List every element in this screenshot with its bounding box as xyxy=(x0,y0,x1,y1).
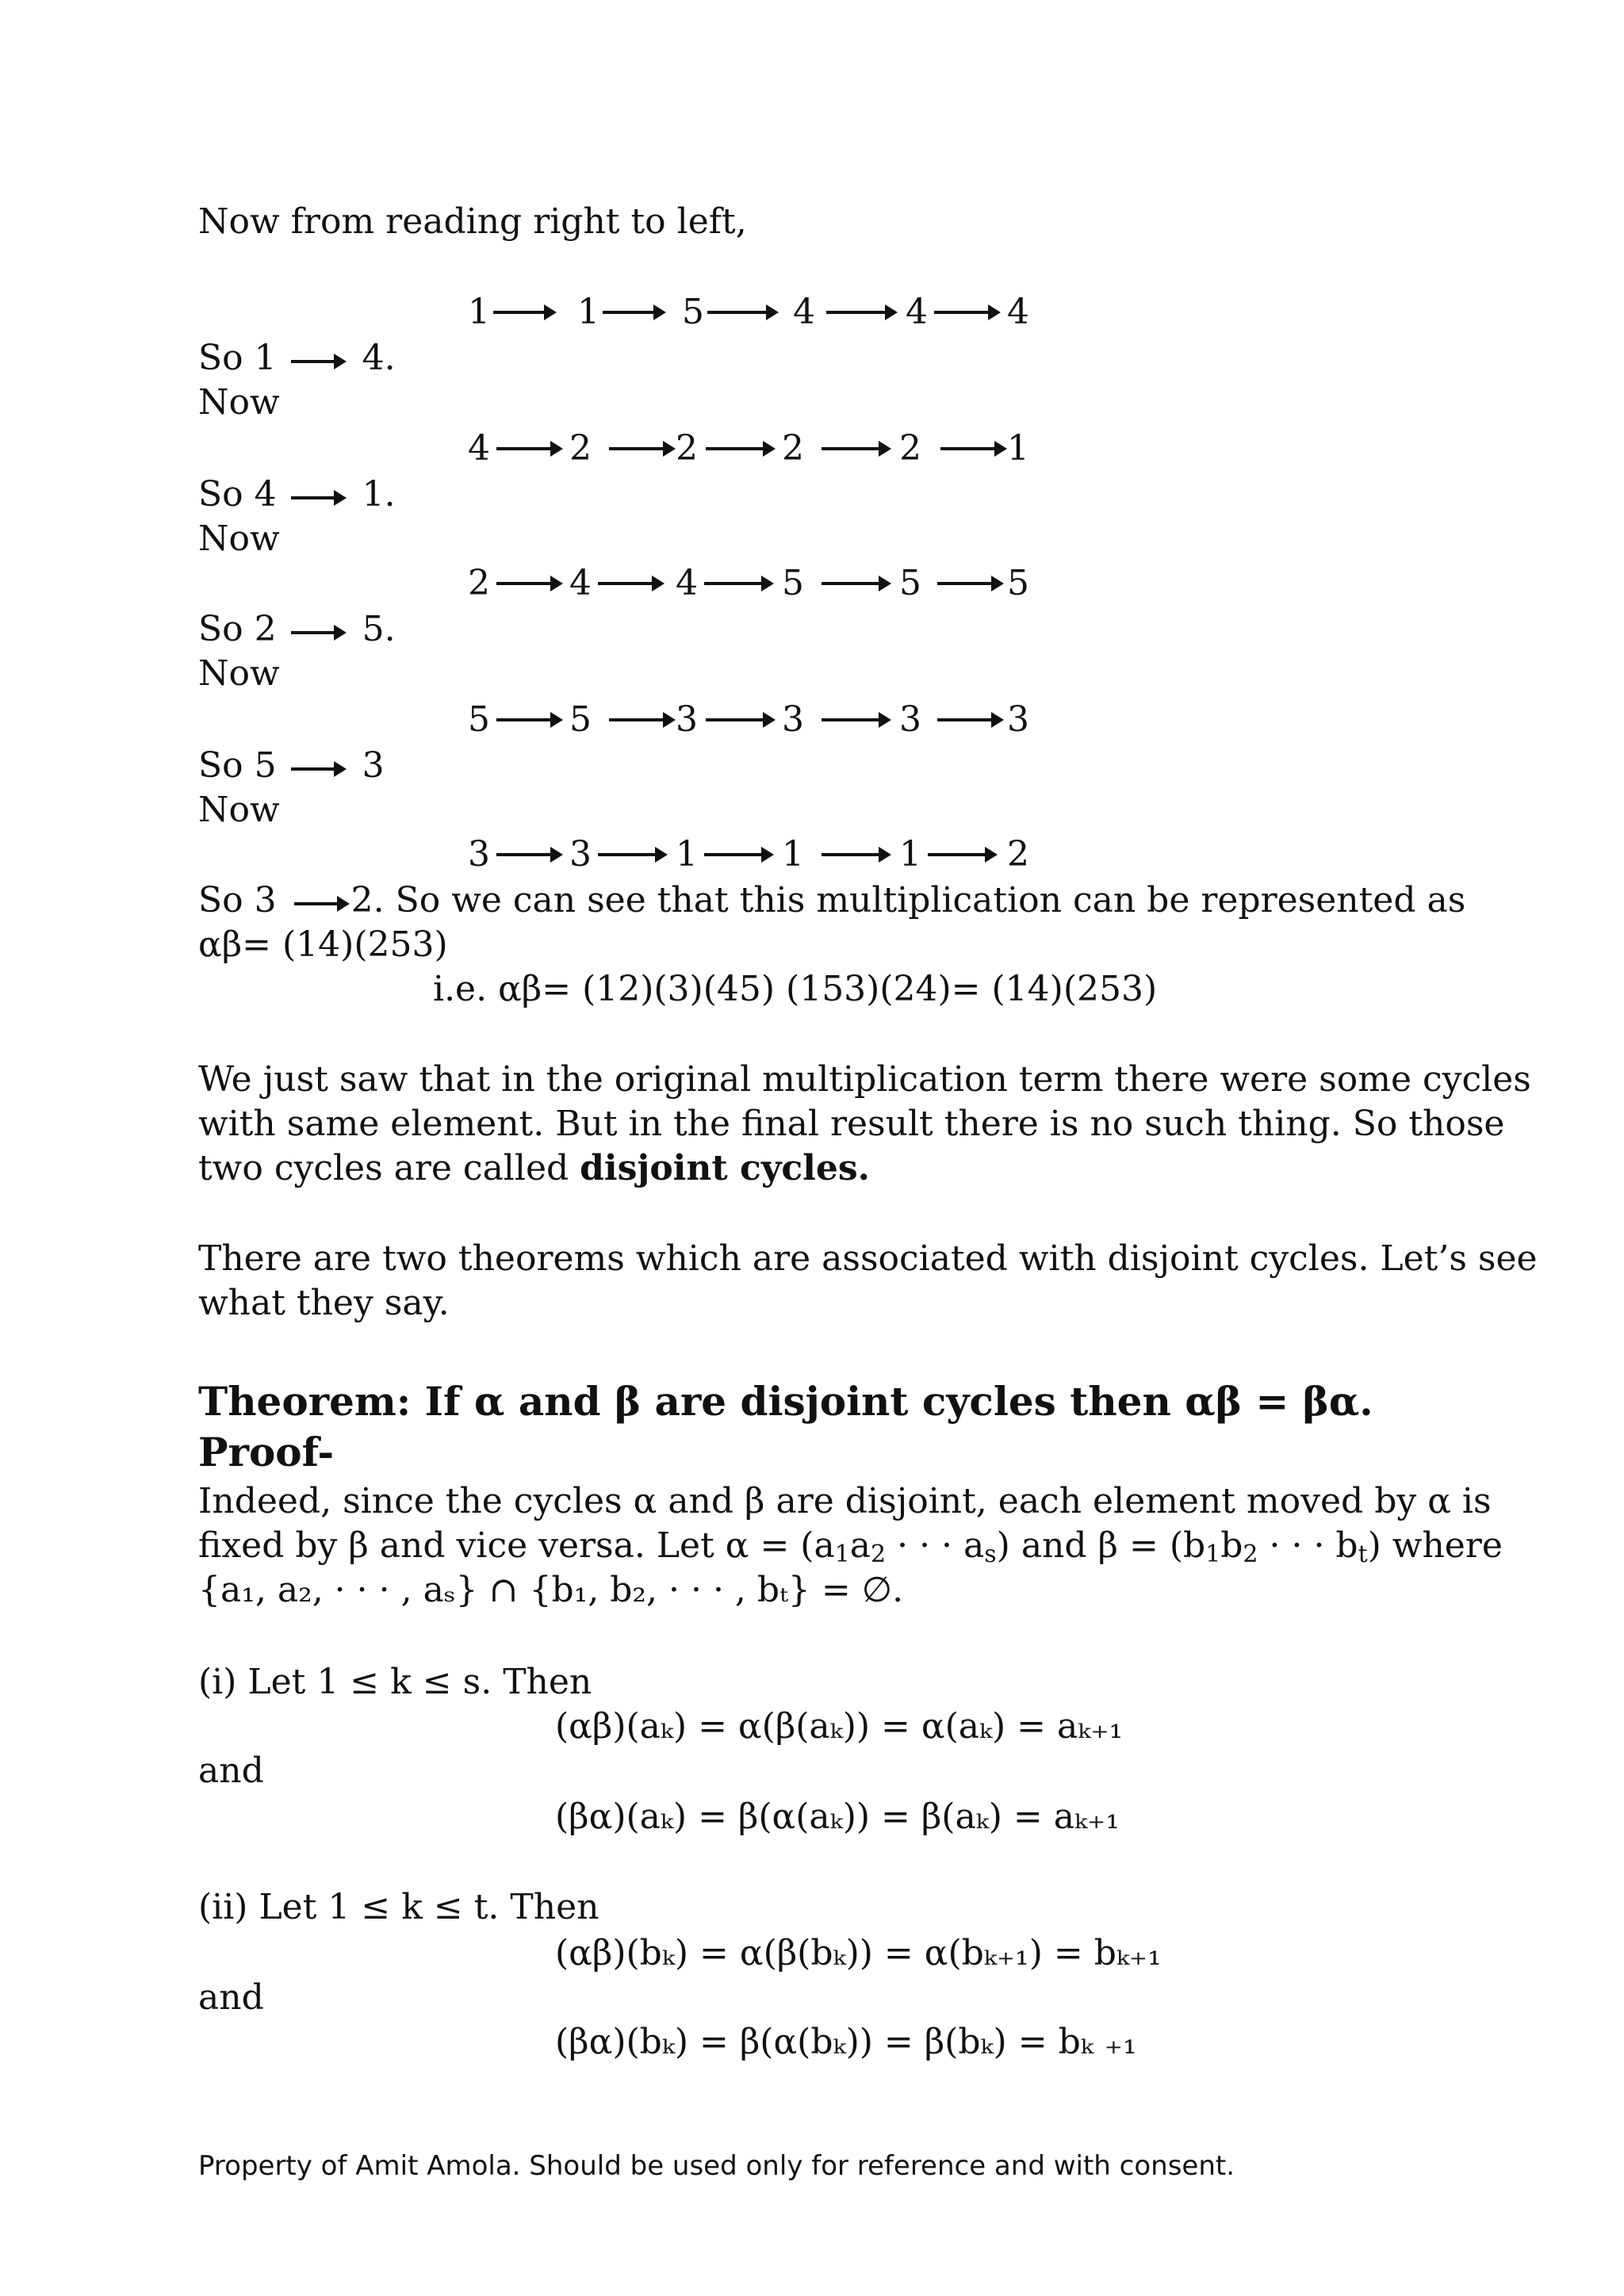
right-arrow-icon xyxy=(609,718,672,721)
right-arrow-icon xyxy=(937,582,1001,585)
chain-node: 1 xyxy=(899,834,921,874)
now-label: Now xyxy=(198,790,280,830)
chain-node: 4 xyxy=(468,428,490,469)
chain-node: 5 xyxy=(682,292,704,332)
proof-text: ) where xyxy=(1367,1525,1503,1566)
proof-text: · · · b xyxy=(1258,1525,1358,1566)
paragraph-2-line-2: what they say. xyxy=(198,1283,450,1323)
right-arrow-icon xyxy=(822,718,888,721)
result-from: So 3 xyxy=(198,880,277,920)
right-arrow-icon xyxy=(704,582,771,585)
now-label: Now xyxy=(198,519,280,559)
right-arrow-icon xyxy=(937,718,1001,721)
right-arrow-icon xyxy=(288,362,351,369)
chain-node: 3 xyxy=(569,834,592,874)
chain-node: 5 xyxy=(782,563,804,603)
subscript: 2 xyxy=(871,1540,887,1568)
right-arrow-icon xyxy=(496,582,560,585)
now-label: Now xyxy=(198,653,280,694)
alpha-beta-result: αβ= (14)(253) xyxy=(198,924,448,965)
chain-node: 2 xyxy=(468,563,490,603)
proof-line-2 xyxy=(198,1524,1503,1568)
now-label: Now xyxy=(198,382,280,423)
right-arrow-icon xyxy=(706,718,772,721)
intro-text: Now from reading right to left, xyxy=(198,201,747,242)
result-to: 3 xyxy=(362,745,385,786)
subscript: 1 xyxy=(1205,1540,1221,1568)
result-from: So 1 xyxy=(198,338,277,378)
paragraph-1-line-3 xyxy=(198,1146,870,1191)
chain-node: 4 xyxy=(569,563,592,603)
chain-node: 3 xyxy=(1007,699,1029,740)
proof-text: ) and β = (b xyxy=(996,1525,1206,1566)
right-arrow-icon xyxy=(493,311,553,314)
chain-node: 4 xyxy=(676,563,698,603)
right-arrow-icon xyxy=(822,447,888,450)
paragraph-text: two cycles are called xyxy=(198,1148,580,1188)
right-arrow-icon xyxy=(288,498,351,506)
proof-text: a xyxy=(849,1525,871,1566)
case-1-equation-2: (βα)(aₖ) = β(α(aₖ)) = β(aₖ) = aₖ₊₁ xyxy=(555,1797,1120,1837)
chain-node: 5 xyxy=(468,699,490,740)
chain-node: 5 xyxy=(569,699,592,740)
chain-node: 3 xyxy=(899,699,921,740)
chain-node: 2 xyxy=(569,428,592,469)
paragraph-2-line-1: There are two theorems which are associated with disjoint cycles. Let’s see xyxy=(198,1238,1538,1279)
proof-text: b xyxy=(1220,1525,1243,1566)
right-arrow-icon xyxy=(288,904,351,912)
result-line-5 xyxy=(198,878,1465,923)
right-arrow-icon xyxy=(288,633,351,641)
chain-node: 5 xyxy=(899,563,921,603)
subscript: 2 xyxy=(1243,1540,1258,1568)
right-arrow-icon xyxy=(496,447,560,450)
result-from: So 4 xyxy=(198,474,277,515)
chain-node: 1 xyxy=(1007,428,1029,469)
chain-node: 4 xyxy=(906,292,928,332)
proof-heading: Proof- xyxy=(198,1429,335,1475)
subscript: t xyxy=(1358,1540,1368,1568)
chain-node: 1 xyxy=(577,292,599,332)
case-1-equation-1: (αβ)(aₖ) = α(β(aₖ)) = α(aₖ) = aₖ₊₁ xyxy=(555,1706,1124,1747)
result-line-4 xyxy=(198,744,385,788)
proof-text: · · · a xyxy=(886,1525,985,1566)
right-arrow-icon xyxy=(496,718,560,721)
paragraph-1-line-1: We just saw that in the original multiplication term there were some cycles xyxy=(198,1059,1531,1100)
subscript: s xyxy=(984,1540,997,1568)
result-to: 5. xyxy=(362,609,396,649)
right-arrow-icon xyxy=(822,853,888,856)
chain-node: 4 xyxy=(793,292,815,332)
right-arrow-icon xyxy=(598,582,661,585)
proof-line-1: Indeed, since the cycles α and β are disjoint, each element moved by α is xyxy=(198,1481,1492,1521)
chain-node: 2 xyxy=(1007,834,1029,874)
subscript: 1 xyxy=(834,1540,850,1568)
and-label: and xyxy=(198,1977,264,2018)
chain-node: 2 xyxy=(899,428,921,469)
right-arrow-icon xyxy=(706,447,772,450)
result-from: So 2 xyxy=(198,609,277,649)
right-arrow-icon xyxy=(826,311,894,314)
right-arrow-icon xyxy=(598,853,665,856)
disjoint-cycles-term: disjoint cycles. xyxy=(580,1148,870,1188)
right-arrow-icon xyxy=(940,447,1004,450)
proof-line-3: {a₁, a₂, · · · , aₛ} ∩ {b₁, b₂, · · · , bₜ} = ∅. xyxy=(198,1570,904,1610)
case-2-equation-2: (βα)(bₖ) = β(α(bₖ)) = β(bₖ) = bₖ ₊₁ xyxy=(555,2022,1137,2062)
theorem-heading: Theorem: If α and β are disjoint cycles then αβ = βα. xyxy=(198,1378,1373,1425)
right-arrow-icon xyxy=(704,853,771,856)
chain-node: 3 xyxy=(676,699,698,740)
chain-node: 4 xyxy=(1007,292,1029,332)
chain-node: 1 xyxy=(676,834,698,874)
and-label: and xyxy=(198,1751,264,1791)
case-2-label: (ii) Let 1 ≤ k ≤ t. Then xyxy=(198,1887,599,1927)
result-rest: 2. So we can see that this multiplication can be represented as xyxy=(350,880,1466,920)
chain-node: 2 xyxy=(676,428,698,469)
right-arrow-icon xyxy=(707,311,776,314)
right-arrow-icon xyxy=(822,582,888,585)
right-arrow-icon xyxy=(928,853,994,856)
result-line-2 xyxy=(198,473,396,517)
ie-equation: i.e. αβ= (12)(3)(45) (153)(24)= (14)(253) xyxy=(433,969,1158,1009)
result-line-3 xyxy=(198,607,396,652)
right-arrow-icon xyxy=(288,769,351,777)
result-from: So 5 xyxy=(198,745,277,786)
footer-note: Property of Amit Amola. Should be used only for reference and with consent. xyxy=(198,2150,1235,2182)
case-2-equation-1: (αβ)(bₖ) = α(β(bₖ)) = α(bₖ₊₁) = bₖ₊₁ xyxy=(555,1933,1162,1973)
chain-node: 1 xyxy=(782,834,804,874)
result-to: 4. xyxy=(362,338,396,378)
chain-node: 1 xyxy=(468,292,490,332)
chain-node: 5 xyxy=(1007,563,1029,603)
chain-node: 2 xyxy=(782,428,804,469)
chain-node: 3 xyxy=(468,834,490,874)
case-1-label: (i) Let 1 ≤ k ≤ s. Then xyxy=(198,1662,592,1702)
right-arrow-icon xyxy=(934,311,998,314)
chain-node: 3 xyxy=(782,699,804,740)
paragraph-1-line-2: with same element. But in the final result there is no such thing. So those xyxy=(198,1104,1505,1144)
right-arrow-icon xyxy=(603,311,663,314)
result-line-1 xyxy=(198,336,396,381)
proof-text: fixed by β and vice versa. Let α = (a xyxy=(198,1525,835,1566)
result-to: 1. xyxy=(362,474,396,515)
right-arrow-icon xyxy=(609,447,672,450)
right-arrow-icon xyxy=(496,853,560,856)
